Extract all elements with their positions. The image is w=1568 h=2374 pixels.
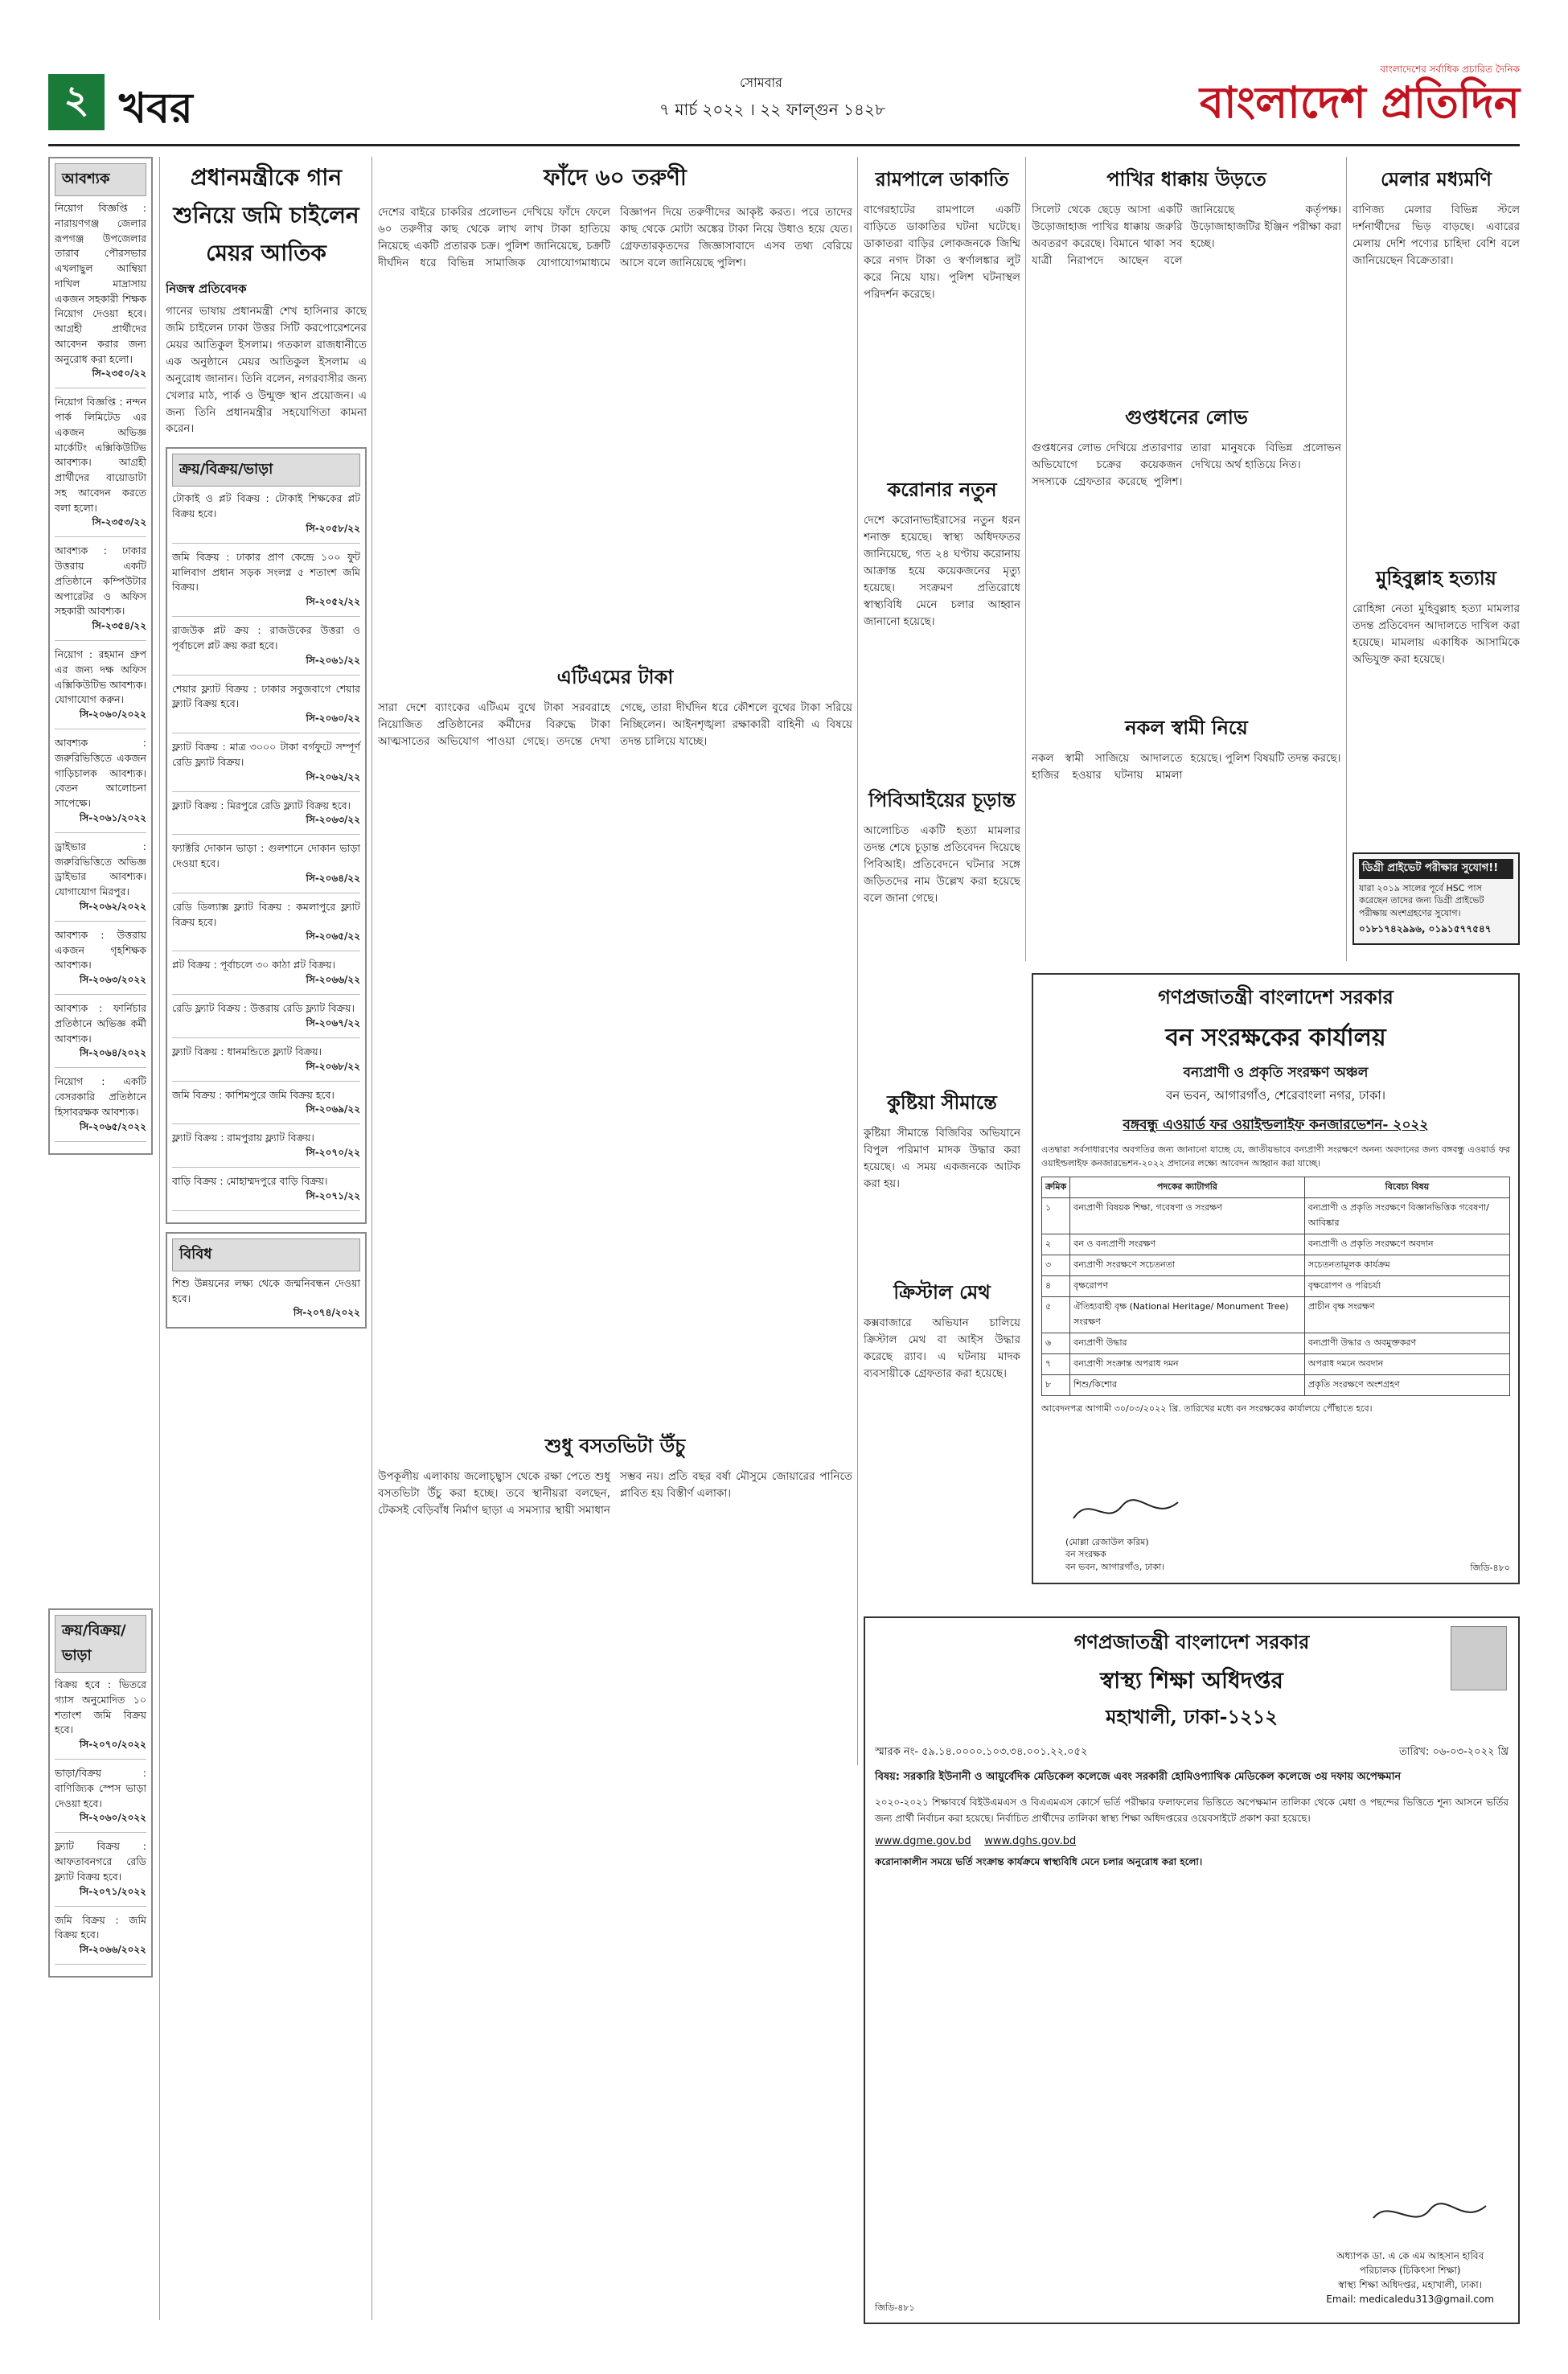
column-divider — [1025, 157, 1026, 961]
classified-box-1 — [48, 157, 153, 1155]
classified-ad — [55, 647, 146, 729]
ad-id: সি-২০৬৮/২২ — [306, 1060, 360, 1072]
classified-ad — [55, 395, 146, 537]
ad-text: নিয়োগ বিজ্ঞপ্তি : নন্দন পার্ক লিমিটেড এর একজন অভিজ্ঞ মার্কেটিং এক্সিকিউটিভ আবশ্যক। আগ্রহী প্রার্থীদের বায়োডাটা সহ আবেদন করতে বলা হলো। — [55, 396, 146, 514]
gd-ref: জিডি-৪৮০ — [1470, 1563, 1510, 1573]
classified-column-2 — [48, 1608, 153, 2316]
raised-home-headline: শুধু বসতভিটা উঁচু — [544, 1434, 686, 1457]
ad-id: সি-২০৭১/২০২২ — [79, 1885, 146, 1897]
muhibullah-headline: মুহিবুল্লাহ হত্যায় — [1376, 566, 1496, 589]
ad-text: ফ্যাক্টরি দোকান ভাড়া : গুলশানে দোকান ভাড়া দেওয়া হবে। — [172, 842, 360, 870]
misc-header: বিবিধ — [172, 1238, 360, 1271]
misc-id: সি-২০৭৪/২০২২ — [293, 1307, 360, 1319]
table-cell: শিশু/কিশোর — [1070, 1375, 1305, 1396]
award-category-table — [1041, 1177, 1510, 1396]
signatory-title: পরিচালক (চিকিৎসা শিক্ষা) — [1359, 2265, 1461, 2276]
ad-text: বিক্রয় হবে : ভিতরে গ্যাস অনুমোদিত ১০ শতাংশ জমি বিক্রয় হবে। — [55, 1678, 146, 1736]
signature — [1365, 2194, 1494, 2234]
ad-id: সি-২০৬৯/২২ — [306, 1103, 360, 1115]
classified-ad — [55, 736, 146, 833]
pm-headline: প্রধানমন্ত্রীকে গান শুনিয়ে জমি চাইলেন মেয়র আতিক — [173, 164, 359, 266]
table-header-cell: বিবেচ্য বিষয় — [1304, 1177, 1509, 1198]
column-4 — [864, 157, 1020, 1604]
corona-body: দেশে করোনাভাইরাসের নতুন ধরন শনাক্ত হয়েছে। স্বাস্থ্য অধিদফতর জানিয়েছে, গত ২৪ ঘণ্টায় করোনায় আক্রান্ত হয়ে কয়েকজনের মৃত্যু হয়েছে। সংক্রমণ প্রতিরোধে স্বাস্থ্যবিধি মেনে চলার আহ্বান জানানো হয়েছে। — [864, 514, 1020, 628]
atm-headline: এটিএমের টাকা — [556, 665, 674, 688]
table-header-cell: পদকের ক্যাটাগরি — [1070, 1177, 1305, 1198]
fair-body: বাণিজ্য মেলার বিভিন্ন স্টলে দর্শনার্থীদের ভিড় বাড়ছে। এবারের মেলায় দেশি পণ্যের চাহিদা বেশি বলে জানিয়েছেন বিক্রেতারা। — [1353, 203, 1520, 267]
ad-text: ফ্ল্যাট বিক্রয় : মাত্র ৩০০০ টাকা বর্গফুটে সম্পূর্ণ রেডি ফ্ল্যাট বিক্রয়। — [172, 741, 360, 768]
promo-title: ডিগ্রী প্রাইভেট পরীক্ষার সুযোগ!! — [1359, 859, 1513, 879]
ad-id: সি-২৩৫০/২২ — [92, 368, 146, 380]
office-address: বন ভবন, আগারগাঁও, শেরেবাংলা নগর, ঢাকা। — [1165, 1088, 1386, 1103]
degree-exam-promo — [1353, 852, 1520, 945]
signatory-office: বন ভবন, আগারগাঁও, ঢাকা। — [1065, 1561, 1165, 1572]
ad-id: সি-২০৬৬/২০২২ — [79, 1944, 146, 1955]
classified-ad — [55, 1001, 146, 1068]
memo-note: করোনাকালীন সময়ে ভর্তি সংক্রান্ত কার্যক্রমে স্বাস্থ্যবিধি মেনে চলার অনুরোধ করা হলো। — [875, 1855, 1203, 1867]
classified-header: ক্রয়/বিক্রয়/ভাড়া — [55, 1615, 146, 1673]
memo-date: তারিখ: ০৬-০৩-২০২২ খ্রি — [1399, 1746, 1508, 1758]
ad-id: সি-২০৬২/২২ — [306, 770, 360, 782]
trap-body: দেশের বাইরে চাকরির প্রলোভন দেখিয়ে ফাঁদে ফেলে ৬০ তরুণীর কাছ থেকে লাখ লাখ টাকা হাতিয়ে নিয়েছে একটি প্রতারক চক্র। পুলিশ জানিয়েছে, চক্রটি দীর্ঘদিন ধরে বিভিন্ন সামাজিক যোগাযোগমাধ্যমে বিজ্ঞাপন দিয়ে তরুণীদের আকৃষ্ট করত। পরে তাদের কাছ থেকে মোটা অঙ্কের টাকা নিয়ে উধাও হয়ে যেত। গ্রেফতারকৃতদের জিজ্ঞাসাবাদে এসব তথ্য বেরিয়ে আসে বলে জানিয়েছে পুলিশ। — [378, 206, 852, 269]
sale-ad — [172, 841, 360, 893]
fake-husband-body: নকল স্বামী সাজিয়ে আদালতে হাজির হওয়ার ঘটনায় মামলা হয়েছে। পুলিশ বিষয়টি তদন্ত করছে। — [1032, 752, 1341, 782]
promo-phone: ০১৮১৭৪২৯৯৬, ০১৯১৫৭৭৫৪৭ — [1359, 923, 1492, 935]
table-cell: ৭ — [1042, 1354, 1070, 1375]
table-cell: বন্যপ্রাণী উদ্ধার ও অবমুক্তকরণ — [1304, 1333, 1509, 1354]
ad-id: সি-২০৫৮/২২ — [306, 522, 360, 534]
sale-ad — [172, 1045, 360, 1082]
crystal-headline: ক্রিস্টাল মেথ — [893, 1280, 991, 1304]
rampal-body: বাগেরহাটের রামপালে একটি বাড়িতে ডাকাতির ঘটনা ঘটেছে। ডাকাতরা বাড়ির লোকজনকে জিম্মি করে নগদ টাকা ও স্বর্ণালঙ্কার লুট করে নিয়ে যায়। পুলিশ ঘটনাস্থল পরিদর্শন করেছে। — [864, 203, 1020, 301]
office-address: মহাখালী, ঢাকা-১২১২ — [1106, 1705, 1278, 1728]
sale-ad — [172, 550, 360, 617]
ad-id: সি-২০৬৬/২২ — [306, 974, 360, 986]
classified-ad — [55, 1074, 146, 1141]
table-cell: ২ — [1042, 1234, 1070, 1255]
bird-headline: পাখির ধাক্কায় উড়তে — [1106, 167, 1266, 191]
award-title: বঙ্গবন্ধু এওয়ার্ড ফর ওয়াইল্ডলাইফ কনজারভেশন- ২০২২ — [1123, 1117, 1429, 1133]
sale-ad — [172, 623, 360, 676]
column-divider — [1346, 157, 1347, 961]
ad-id: সি-২০৬৪/২০২২ — [79, 1047, 146, 1059]
website-link[interactable]: www.dghs.gov.bd — [984, 1834, 1077, 1847]
mujib-logo — [1451, 1626, 1507, 1690]
table-cell: প্রকৃতি সংরক্ষণে অংশগ্রহণ — [1304, 1375, 1509, 1396]
table-cell: বন্যপ্রাণী ও প্রকৃতি সংরক্ষণে অবদান — [1304, 1234, 1509, 1255]
column-6 — [1353, 157, 1520, 961]
sale-ad — [172, 958, 360, 995]
ad-id: সি-২০৭১/২২ — [306, 1189, 360, 1201]
ad-text: জমি বিক্রয় : কাশিমপুরে জমি বিক্রয় হবে। — [172, 1088, 335, 1101]
classified-box-2 — [48, 1608, 153, 1978]
ad-id: সি-২০৬৭/২২ — [306, 1017, 360, 1029]
signature — [1065, 1486, 1194, 1534]
misc-box — [166, 1232, 367, 1329]
ad-id: সি-২৩৫৪/২২ — [92, 620, 146, 631]
day-name: সোমবার — [740, 75, 782, 90]
table-cell: ঐতিহ্যবাহী বৃক্ষ (National Heritage/ Monument Tree) সংরক্ষণ — [1070, 1297, 1305, 1333]
column-2 — [166, 157, 367, 2320]
memo-subject: বিষয়: সরকারি ইউনানী ও আয়ুর্বেদিক মেডিকেল কলেজে এবং সরকারী হোমিওপ্যাথিক মেডিকেল কলেজে ৩য় দফায় অপেক্ষমান — [875, 1771, 1402, 1783]
ad-id: সি-২০৭০/২২ — [306, 1147, 360, 1159]
dateline: ৭ মার্চ ২০২২ । ২২ ফাল্গুন ১৪২৮ — [659, 100, 885, 119]
ad-text: প্লট বিক্রয় : পূর্বাচলে ৩০ কাঠা প্লট বিক্রয়। — [172, 959, 335, 971]
department-name: বন্যপ্রাণী ও প্রকৃতি সংরক্ষণ অঞ্চল — [1183, 1065, 1369, 1081]
ad-text: নিয়োগ : রহমান গ্রুপ এর জন্য দক্ষ অফিস এক্সিকিউটিভ আবশ্যক। যোগাযোগ করুন। — [55, 648, 146, 706]
table-cell: বৃক্ষরোপণ — [1070, 1276, 1305, 1297]
ad-id: সি-২০৭০/২০২২ — [79, 1739, 146, 1750]
brand-name: বাংলাদেশ প্রতিদিন — [1200, 76, 1520, 128]
ad-text: আবশ্যক : ঢাকার উত্তরায় একটি প্রতিষ্ঠানে কম্পিউটার অপারেটর ও অফিস সহকারী আবশ্যক। — [55, 544, 146, 618]
signatory-name: অধ্যাপক ডা. এ কে এম আহসান হাবিব — [1336, 2250, 1484, 2261]
section-title: খবর — [119, 84, 193, 133]
ad-id: সি-২০৬১/২২ — [306, 654, 360, 666]
classified-ad — [55, 1839, 146, 1906]
ad-text: শেয়ার ফ্ল্যাট বিক্রয় : ঢাকার সবুজবাগে শেয়ার ফ্ল্যাট বিক্রয় হবে। — [172, 682, 360, 710]
sale-ad — [172, 1174, 360, 1211]
bird-body: সিলেট থেকে ছেড়ে আসা একটি উড়োজাহাজ পাখির ধাক্কায় জরুরি অবতরণ করেছে। বিমানে থাকা সব যাত্রী নিরাপদে আছেন বলে জানিয়েছে কর্তৃপক্ষ। উড়োজাহাজটির ইঞ্জিন পরীক্ষা করা হচ্ছে। — [1032, 203, 1341, 267]
sale-header: ক্রয়/বিক্রয়/ভাড়া — [172, 454, 360, 487]
table-cell: বন ও বন্যপ্রাণী সংরক্ষণ — [1070, 1234, 1305, 1255]
masthead — [48, 58, 1520, 146]
table-cell: অপরাধ দমনে অবদান — [1304, 1354, 1509, 1375]
ad-id: সি-২০৫২/২২ — [306, 596, 360, 608]
table-cell: সচেতনতামূলক কার্যক্রম — [1304, 1255, 1509, 1276]
classified-column-1 — [48, 157, 153, 1596]
trap-headline: ফাঁদে ৬০ তরুণী — [544, 164, 687, 191]
rampal-headline: রামপালে ডাকাতি — [875, 167, 1009, 191]
ad-text: টোকাই ও প্লট বিক্রয় : টোকাই শিক্ষকের প্লট বিক্রয় হবে। — [172, 492, 360, 520]
contact-email[interactable]: Email: medicaledu313@gmail.com — [1326, 2294, 1494, 2305]
table-cell: বৃক্ষরোপণ ও পরিচর্যা — [1304, 1276, 1509, 1297]
ad-text: আবশ্যক : উত্তরায় একজন গৃহশিক্ষক আবশ্যক। — [55, 928, 146, 971]
health-education-notice — [864, 1616, 1520, 2324]
ad-id: সি-২০৬৫/২২ — [306, 930, 360, 943]
table-cell: ৩ — [1042, 1255, 1070, 1276]
table-cell: প্রাচীন বৃক্ষ সংরক্ষণ — [1304, 1297, 1509, 1333]
table-row — [1042, 1354, 1510, 1375]
table-cell: বন্যপ্রাণী উদ্ধার — [1070, 1333, 1305, 1354]
ad-text: রেডি ফ্ল্যাট বিক্রয় : উত্তরায় রেডি ফ্ল্যাট বিক্রয়। — [172, 1002, 355, 1015]
table-cell: ৬ — [1042, 1333, 1070, 1354]
ad-text: ফ্ল্যাট বিক্রয় : মিরপুরে রেডি ফ্ল্যাট বিক্রয় হবে। — [172, 799, 351, 811]
table-cell: ৪ — [1042, 1276, 1070, 1297]
sale-ad — [172, 682, 360, 734]
signatory — [1326, 2249, 1494, 2306]
treasure-headline: গুপ্তধনের লোভ — [1125, 405, 1248, 429]
pm-byline: নিজস্ব প্রতিবেদক — [166, 281, 247, 296]
gd-ref: জিডি-৪৮১ — [875, 2302, 915, 2313]
column-divider — [371, 157, 372, 2320]
ad-id: সি-২০৬৩/২০২২ — [79, 974, 146, 985]
atm-body: সারা দেশে ব্যাংকের এটিএম বুথে টাকা সরবরাহে নিয়োজিত প্রতিষ্ঠানের কর্মীদের বিরুদ্ধে টাকা আত্মসাতের অভিযোগ পাওয়া গেছে। তদন্তে দেখা গেছে, তারা দীর্ঘদিন ধরে কৌশলে বুথের টাকা সরিয়ে নিচ্ছিলেন। আইনশৃঙ্খলা রক্ষাকারী বাহিনী এ বিষয়ে তদন্ত চালিয়ে যাচ্ছে। — [378, 701, 852, 748]
ad-id: সি-২৩৫৩/২২ — [92, 516, 146, 528]
classified-ad — [55, 1678, 146, 1760]
table-row — [1042, 1375, 1510, 1396]
classified-ad — [55, 1766, 146, 1833]
fake-husband-headline: নকল স্বামী নিয়ে — [1125, 716, 1248, 739]
ad-text: ফ্ল্যাট বিক্রয় : আফতাবনগরে রেডি ফ্ল্যাট বিক্রয় হবে। — [55, 1840, 146, 1883]
sale-ad — [172, 900, 360, 952]
memo-number: স্মারক নং- ৫৯.১৪.০০০০.১০৩.৩৪.০০১.২২.০৫২ — [875, 1746, 1088, 1758]
ad-text: রেডি ডিল্যাক্স ফ্ল্যাট বিক্রয় : কমলাপুরে ফ্ল্যাট বিক্রয় হবে। — [172, 900, 360, 928]
pbi-body: আলোচিত একটি হত্যা মামলার তদন্ত শেষে চূড়ান্ত প্রতিবেদন দিয়েছে পিবিআই। প্রতিবেদনে ঘটনার সঙ্গে জড়িতদের নাম উল্লেখ করা হয়েছে বলে জানা গেছে। — [864, 824, 1020, 905]
table-cell: বন্যপ্রাণী সংক্রান্ত অপরাধ দমন — [1070, 1354, 1305, 1375]
classified-ad — [55, 928, 146, 995]
promo-text: যারা ২০১৯ সালের পূর্বে HSC পাস করেছেন তাদের জন্য ডিগ্রী প্রাইভেট পরীক্ষায় অংশগ্রহণের সুযোগ। — [1359, 883, 1484, 918]
ad-text: আবশ্যক : ফার্নিচার প্রতিষ্ঠানে অভিজ্ঞ কর্মী আবশ্যক। — [55, 1002, 146, 1045]
column-3 — [378, 157, 852, 2320]
ad-text: জমি বিক্রয় : জমি বিক্রয় হবে। — [55, 1913, 146, 1941]
table-header-cell: ক্রমিক — [1042, 1177, 1070, 1198]
table-cell: ৮ — [1042, 1375, 1070, 1396]
signatory-office: স্বাস্থ্য শিক্ষা অধিদপ্তর, মহাখালী, ঢাকা। — [1338, 2279, 1482, 2290]
office-name: বন সংরক্ষকের কার্যালয় — [1165, 1024, 1386, 1052]
brand-tagline: বাংলাদেশের সর্বাধিক প্রচারিত দৈনিক — [1380, 64, 1520, 75]
ad-id: সি-২০৬০/২২ — [306, 713, 360, 725]
misc-text: শিশু উন্নয়নের লক্ষ্য থেকে জন্মনিবন্ধন দেওয়া হবে। — [172, 1276, 360, 1304]
ad-id: সি-২০৬০/২০২২ — [79, 1812, 146, 1824]
sale-ad — [172, 1131, 360, 1168]
classified-ad — [55, 201, 146, 388]
ad-id: সি-২০৬২/২০২২ — [79, 900, 146, 912]
website-link[interactable]: www.dgme.gov.bd — [875, 1834, 971, 1847]
raised-home-body: উপকূলীয় এলাকায় জলোচ্ছ্বাস থেকে রক্ষা পেতে শুধু বসতভিটা উঁচু করা হচ্ছে। তবে স্থানীয়রা বলছেন, টেকসই বেড়িবাঁধ নির্মাণ ছাড়া এ সমস্যার স্থায়ী সমাধান সম্ভব নয়। প্রতি বছর বর্ষা মৌসুমে জোয়ারের পানিতে প্লাবিত হয় বিস্তীর্ণ এলাকা। — [378, 1470, 852, 1517]
signatory-name: (মোল্লা রেজাউল করিম) — [1065, 1536, 1149, 1547]
ad-text: জমি বিক্রয় : ঢাকার প্রাণ কেন্দ্রে ১০০ ফুট মালিবাগ প্রধান সড়ক সংলগ্ন ৫ শতাংশ জমি বিক্রয়। — [172, 550, 360, 594]
table-cell: বন্যপ্রাণী ও প্রকৃতি সংরক্ষণে বিজ্ঞানভিত্তিক গবেষণা/আবিষ্কার — [1304, 1198, 1509, 1234]
table-cell: বন্যপ্রাণী সংরক্ষণে সচেতনতা — [1070, 1255, 1305, 1276]
table-row — [1042, 1234, 1510, 1255]
classified-header: আবশ্যক — [55, 163, 146, 196]
fair-headline: মেলার মধ্যমণি — [1381, 167, 1492, 191]
table-row — [1042, 1333, 1510, 1354]
classified-ad — [55, 1913, 146, 1965]
signature-scribble — [1365, 2194, 1494, 2234]
sale-ad — [172, 1088, 360, 1125]
brand-logo — [1200, 63, 1520, 126]
notice-intro: এতদ্বারা সর্বসাধারণের অবগতির জন্য জানানো যাচ্ছে যে, জাতীয়ভাবে বন্যপ্রাণী সংরক্ষণে অনন্য অবদানের জন্য বঙ্গবন্ধু এওয়ার্ড ফর ওয়াইল্ডলাইফ কনজারভেশন-২০২২ প্রদানের লক্ষ্যে আবেদন আহ্বান করা যাচ্ছে। — [1041, 1144, 1510, 1169]
ad-text: ফ্ল্যাট বিক্রয় : রামপুরায় ফ্ল্যাট বিক্রয়। — [172, 1132, 314, 1144]
ad-text: ড্রাইভার : জরুরিভিত্তিতে অভিজ্ঞ ড্রাইভার আবশ্যক। যোগাযোগ মিরপুর। — [55, 840, 146, 897]
table-cell: বন্যপ্রাণী বিষয়ক শিক্ষা, গবেষণা ও সংরক্ষণ — [1070, 1198, 1305, 1234]
muhibullah-body: রোহিঙ্গা নেতা মুহিবুল্লাহ হত্যা মামলার তদন্ত প্রতিবেদন আদালতে দাখিল করা হয়েছে। মামলায় একাধিক আসামিকে অভিযুক্ত করা হয়েছে। — [1353, 602, 1520, 666]
signatory-title: বন সংরক্ষক — [1065, 1549, 1106, 1560]
sale-ad — [172, 799, 360, 836]
signatory — [1065, 1536, 1164, 1573]
notice-footer: আবেদনপত্র আগামী ৩০/০৩/২০২২ খ্রি. তারিখের মধ্যে বন সংরক্ষকের কার্যালয়ে পৌঁছাতে হবে। — [1041, 1403, 1373, 1414]
ad-text: বাড়ি বিক্রয় : মোহাম্মদপুরে বাড়ি বিক্রয়। — [172, 1175, 328, 1188]
ad-id: সি-২০৬৪/২২ — [306, 872, 360, 884]
ad-text: রাজউক প্লট ক্রয় : রাজউকের উত্তরা ও পূর্বাচলে প্লট ক্রয় করা হবে। — [172, 624, 360, 651]
kushtia-body: কুষ্টিয়া সীমান্তে বিজিবির অভিযানে বিপুল পরিমাণ মাদক উদ্ধার করা হয়েছে। এ সময় একজনকে আটক করা হয়। — [864, 1127, 1020, 1190]
ad-text: আবশ্যক : জরুরিভিত্তিতে একজন গাড়িচালক আবশ্যক। বেতন আলোচনা সাপেক্ষে। — [55, 737, 146, 809]
table-row — [1042, 1297, 1510, 1333]
ad-id: সি-২০৬৫/২০২২ — [79, 1120, 146, 1132]
classified-ad — [55, 840, 146, 922]
signature-scribble — [1065, 1486, 1194, 1534]
ad-id: সি-২০৬১/২০২২ — [79, 811, 146, 824]
classified-ad — [55, 544, 146, 641]
sale-box — [166, 447, 367, 1224]
websites — [875, 1835, 1508, 1847]
table-row — [1042, 1198, 1510, 1234]
table-row — [1042, 1276, 1510, 1297]
treasure-body: গুপ্তধনের লোভ দেখিয়ে প্রতারণার অভিযোগে চক্রের কয়েকজন সদস্যকে গ্রেফতার করেছে পুলিশ। তারা মানুষকে বিভিন্ন প্রলোভন দেখিয়ে অর্থ হাতিয়ে নিত। — [1032, 442, 1341, 488]
column-5 — [1032, 157, 1341, 961]
sale-ad — [172, 1001, 360, 1038]
corona-headline: করোনার নতুন — [887, 478, 997, 501]
memo-line — [875, 1744, 1508, 1761]
table-header-row — [1042, 1177, 1510, 1198]
table-row — [1042, 1255, 1510, 1276]
page-number: ২ — [48, 74, 105, 130]
ad-id: সি-২০৬৩/২২ — [306, 814, 360, 826]
pm-body: গানের ভাষায় প্রধানমন্ত্রী শেখ হাসিনার কাছে জমি চাইলেন ঢাকা উত্তর সিটি করপোরেশনের মেয়র আতিকুল ইসলাম। গতকাল রাজধানীতে এক অনুষ্ঠানে মেয়র আতিকুল ইসলাম এ অনুরোধ জানান। তিনি বলেন, নগরবাসীর জন্য খেলার মাঠ, পার্ক ও উন্মুক্ত স্থান প্রয়োজন। এ জন্য তিনি প্রধানমন্ত্রীর সহযোগিতা কামনা করেন। — [166, 305, 367, 436]
sale-ad — [172, 740, 360, 792]
wildlife-award-notice — [1032, 973, 1520, 1584]
column-divider — [159, 157, 160, 2320]
ad-text: নিয়োগ বিজ্ঞপ্তি : নারায়ণগঞ্জ জেলার রূপগঞ্জ উপজেলার তারাব পৌরসভার এখলাছুল আম্বিয়া দাখিল মাদ্রাসায় একজন সহকারী শিক্ষক নিয়োগ দেওয়া হবে। আগ্রহী প্রার্থীদের আবেদন করার জন্য অনুরোধ করা হলো। — [55, 202, 146, 365]
crystal-body: কক্সবাজারে অভিযান চালিয়ে ক্রিস্টাল মেথ বা আইস উদ্ধার করেছে র‌্যাব। এ ঘটনায় মাদক ব্যবসায়ীকে গ্রেফতার করা হয়েছে। — [864, 1316, 1020, 1380]
ad-text: নিয়োগ : একটি বেসরকারি প্রতিষ্ঠানে হিসাবরক্ষক আবশ্যক। — [55, 1075, 146, 1118]
kushtia-headline: কুষ্টিয়া সীমান্তে — [887, 1090, 997, 1114]
table-cell: ৫ — [1042, 1297, 1070, 1333]
ad-text: ভাড়া/বিক্রয় : বাণিজ্যিক স্পেস ভাড়া দেওয়া হবে। — [55, 1767, 146, 1809]
table-cell: ১ — [1042, 1198, 1070, 1234]
gov-name: গণপ্রজাতন্ত্রী বাংলাদেশ সরকার — [1073, 1630, 1310, 1653]
memo-body: ২০২০-২০২১ শিক্ষাবর্ষে বিইউএমএস ও বিএএমএস কোর্সে ভর্তি পরীক্ষার ফলাফলের ভিত্তিতে অপেক্ষমান তালিকা থেকে মেধা ও পছন্দের ভিত্তিতে শূন্য আসনে ভর্তির জন্য প্রার্থী নির্বাচন করা হয়েছে। নির্বাচিত প্রার্থীদের তালিকা স্বাস্থ্য শিক্ষা অধিদপ্তরের ওয়েবসাইটে প্রকাশ করা হয়েছে। — [875, 1797, 1508, 1825]
gov-name: গণপ্রজাতন্ত্রী বাংলাদেশ সরকার — [1158, 985, 1394, 1008]
pbi-headline: পিবিআইয়ের চূড়ান্ত — [868, 788, 1016, 811]
ad-text: ফ্ল্যাট বিক্রয় : ধানমন্ডিতে ফ্ল্যাট বিক্রয়। — [172, 1045, 322, 1058]
sale-ad — [172, 491, 360, 544]
column-divider — [857, 157, 858, 1765]
office-name: স্বাস্থ্য শিক্ষা অধিদপ্তর — [1100, 1667, 1283, 1694]
ad-id: সি-২০৬০/২০২২ — [79, 709, 146, 720]
